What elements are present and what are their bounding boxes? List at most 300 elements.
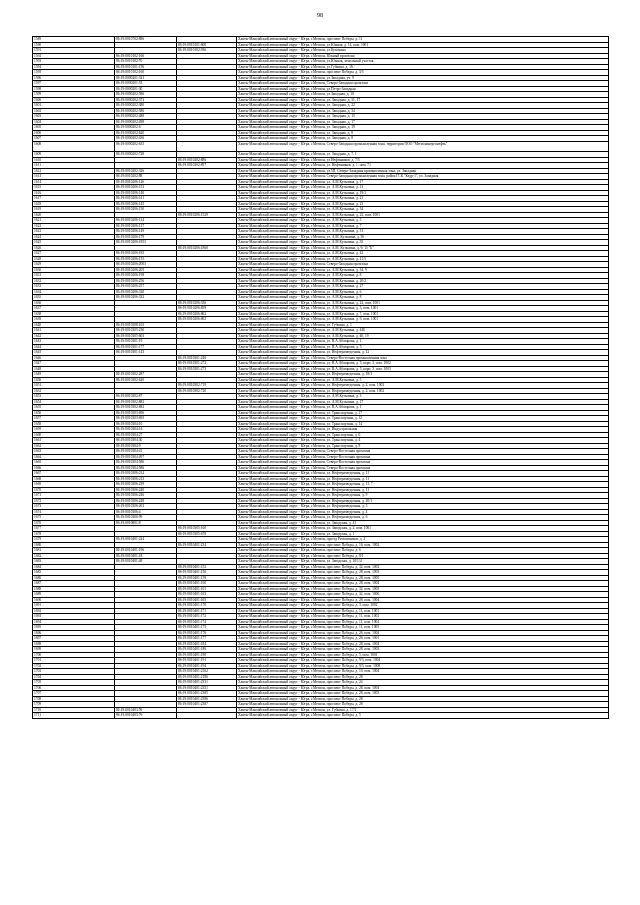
address-cell: Ханты-Мансийский автономный округ - Югра, г.Мегион, Северо-Восточная промзона	[237, 449, 609, 455]
row-number-cell: 1668	[33, 476, 115, 482]
row-number-cell: 1659	[33, 427, 115, 433]
address-cell: Ханты-Мансийский автономный округ - Югра, г.Мегион, ул. Нефтеразведочная, д. 6	[237, 515, 609, 521]
land-cadastral-number-cell: 86:19:0010301:19	[115, 339, 177, 345]
address-cell: Ханты-Мансийский автономный округ - Югра, г.Мегион, ул. Губкина, д. 1	[237, 322, 609, 328]
address-cell: Ханты-Мансийский автономный округ - Югра, г.Мегион, ул. А.М.Кузьмина, д. 24, пом. 1001	[237, 300, 609, 306]
row-number-cell: 1622	[33, 223, 115, 229]
land-cadastral-number-cell: 86:19:0010403:59	[115, 707, 177, 713]
address-cell: Ханты-Мансийский автономный округ - Югра, г.Мегион, ул. А.М.Кузьмина, д. 22, пом. 1001	[237, 212, 609, 218]
row-number-cell: 1602	[33, 108, 115, 114]
address-cell: Ханты-Мансийский автономный округ - Югра, г.Мегион, Северо-Западная промзона	[237, 81, 609, 87]
registry-body	[33, 37, 609, 719]
address-cell: Ханты-Мансийский автономный округ - Югра, г.Мегион, ул. А.М.Кузьмина, д. 3, пом. 1001	[237, 306, 609, 312]
address-cell: Ханты-Мансийский автономный округ - Югра, г.Мегион, ул.Губкина, д. 16	[237, 64, 609, 70]
address-cell: Ханты-Мансийский автономный округ - Югра, г.Мегион, ул. А.М.Кузьмина, д. 17	[237, 399, 609, 405]
registry-table	[32, 36, 609, 719]
row-number-cell: 1656	[33, 410, 115, 416]
land-cadastral-number-cell: 86:19:0010306:212	[115, 471, 177, 477]
address-cell: Ханты-Мансийский автономный округ - Югра, г.Мегион, Северо-Восточная промзона	[237, 460, 609, 466]
building-cadastral-number-cell: 86:19:0010301:272	[177, 361, 237, 367]
row-number-cell: 1704	[33, 674, 115, 680]
address-cell: Ханты-Мансийский автономный округ - Югра, г.Мегион, ул. Заводская, д. 2, пом. 1001	[237, 526, 609, 532]
address-cell: Ханты-Мансийский автономный округ - Югра, г.Мегион, ул. А.М.Кузьмина, д. 40, 19	[237, 333, 609, 339]
address-cell: Ханты-Мансийский автономный округ - Югра, г.Мегион, ул. А.М.Кузьмина, д. 23	[237, 201, 609, 207]
row-number-cell: 1641	[33, 328, 115, 334]
address-cell: Ханты-Мансийский автономный округ - Югра, г.Мегион, ул. А.М.Кузьмина, д. 34, 9	[237, 267, 609, 273]
address-cell: Ханты-Мансийский автономный округ - Югра, г.Мегион, проспект Победы, д. 28	[237, 702, 609, 708]
address-cell: Ханты-Мансийский автономный округ - Югра, г.Мегион, проезд Ремонтников, д. 2	[237, 537, 609, 543]
row-number-cell: 1610	[33, 157, 115, 163]
address-cell: Ханты-Мансийский автономный округ - Югра, г.Мегион, ул. А.М.Кузьмина, д. 3	[237, 394, 609, 400]
row-number-cell: 1644	[33, 344, 115, 350]
address-cell: Ханты-Мансийский автономный округ - Югра, г.Мегион, ул. В.А.Абазарова, д. 1	[237, 339, 609, 345]
address-cell: Ханты-Мансийский автономный округ - Югра, г.Мегион, проспект Победы, д. 5	[237, 713, 609, 719]
row-number-cell: 1590	[33, 42, 115, 48]
row-number-cell: 1648	[33, 366, 115, 372]
address-cell: Ханты-Мансийский автономный округ - Югра, г.Мегион, ул. Нефтеразведочная, д. 11	[237, 476, 609, 482]
building-cadastral-number-cell: 86:19:0010206:1529	[177, 212, 237, 218]
land-cadastral-number-cell: 86:19:0010306:263	[115, 504, 177, 510]
row-number-cell: 1688	[33, 586, 115, 592]
land-cadastral-number-cell: 86:19:0010206:1853	[115, 240, 177, 246]
row-number-cell: 1612	[33, 168, 115, 174]
address-cell: Ханты-Мансийский автономный округ - Югра, г.Мегион, ул. Транспортная, д. 14	[237, 421, 609, 427]
land-cadastral-number-cell: 86:19:0000201:321	[115, 75, 177, 81]
address-cell: Ханты-Мансийский автономный округ - Югра, г.Мегион, ул. Нефтеразведочная, д. 18/1	[237, 372, 609, 378]
address-cell: Ханты-Мансийский автономный округ - Югра, г.Мегион, ул. Западная, д. 8	[237, 136, 609, 142]
row-number-cell: 1598	[33, 86, 115, 92]
row-number-cell: 1670	[33, 487, 115, 493]
row-number-cell: 1599	[33, 92, 115, 98]
row-number-cell: 1606	[33, 130, 115, 136]
address-cell: Ханты-Мансийский автономный округ - Югра, г.Мегион, ул. Транспортная, д. 17	[237, 410, 609, 416]
land-cadastral-number-cell: 86:19:0010403:76	[115, 713, 177, 719]
address-cell: Ханты-Мансийский автономный округ - Югра, г.Мегион, проспект Победы, д. 28	[237, 696, 609, 702]
land-cadastral-number-cell: 86:19:0010304:497	[115, 454, 177, 460]
building-cadastral-number-cell: 86:19:0010401:156	[177, 570, 237, 576]
row-number-cell: 1673	[33, 504, 115, 510]
address-cell: Ханты-Мансийский автономный округ - Югра, г.Мегион, проспект Победы, д. 26, пом. 1001	[237, 636, 609, 642]
row-number-cell: 1619	[33, 207, 115, 213]
row-number-cell: 1650	[33, 377, 115, 383]
land-cadastral-number-cell: 86:19:0010206:185	[115, 251, 177, 257]
address-cell: Ханты-Мансийский автономный округ - Югра, г.Мегион, ул. А.М.Кузьмина, д. 31	[237, 229, 609, 235]
address-cell: Ханты-Мансийский автономный округ - Югра, г.Мегион, ул. Транспортная, д. 6	[237, 432, 609, 438]
building-cadastral-number-cell: 86:19:0010401:186	[177, 647, 237, 653]
row-number-cell: 1662	[33, 443, 115, 449]
building-cadastral-number-cell: 86:19:0010302:719	[177, 383, 237, 389]
address-cell: Ханты-Мансийский автономный округ - Югра, г.Мегион, ул. Нефтеразведочная, д. 11	[237, 471, 609, 477]
row-number-cell: 1657	[33, 416, 115, 422]
row-number-cell: 1697	[33, 636, 115, 642]
row-number-cell: 1642	[33, 333, 115, 339]
row-number-cell: 1666	[33, 465, 115, 471]
building-cadastral-number-cell: 86:19:0010401:177	[177, 636, 237, 642]
address-cell: Ханты-Мансийский автономный округ - Югра, г.Мегион, ул. А.М.Кузьмина, д. 20/2	[237, 278, 609, 284]
row-number-cell: 1658	[33, 421, 115, 427]
building-cadastral-number-cell: 86:19:0010401:175	[177, 625, 237, 631]
address-cell: Ханты-Мансийский автономный округ - Югра, г.Мегион, ул. Нефтеразведочная, д. 9	[237, 493, 609, 499]
land-cadastral-number-cell: 86:19:0010206:332	[115, 295, 177, 301]
land-cadastral-number-cell: 86:19:0010206:145	[115, 201, 177, 207]
land-cadastral-number-cell: 86:19:0010206:257	[115, 284, 177, 290]
building-cadastral-number-cell: 86:19:0010401:152	[177, 564, 237, 570]
row-number-cell: 1591	[33, 48, 115, 54]
address-cell: Ханты-Мансийский автономный округ - Югра, г.Мегион, ул. А.М.Кузьмина, д. 42	[237, 251, 609, 257]
page-number: 98	[317, 13, 323, 19]
land-cadastral-number-cell: 86:19:0010401:18	[115, 553, 177, 559]
row-number-cell: 1708	[33, 696, 115, 702]
row-number-cell: 1710	[33, 707, 115, 713]
address-cell: Ханты-Мансийский автономный округ - Югра, г.Мегион, Северо-Западная промышленная зона, территория ООО "Мегионэнергонефть"	[237, 141, 609, 152]
building-cadastral-number-cell: 86:19:0010301:246	[177, 355, 237, 361]
address-cell: Ханты-Мансийский автономный округ - Югра, г.Мегион, проспект Победы, д. 11	[237, 37, 609, 43]
row-number-cell: 1633	[33, 284, 115, 290]
address-cell: Ханты-Мансийский автономный округ - Югра, г.Мегион, ул.Южная, земельный участок	[237, 59, 609, 65]
address-cell: Ханты-Мансийский автономный округ - Югра, г.Мегион, проспект Победы, д. 28, пом. 1004	[237, 581, 609, 587]
building-cadastral-number-cell: 86:19:0010401:172	[177, 614, 237, 620]
address-cell: Ханты-Мансийский автономный округ - Югра, г.Мегион, ул. А.М.Кузьмина, д. 17	[237, 179, 609, 185]
row-number-cell: 1597	[33, 81, 115, 87]
address-cell: Ханты-Мансийский автономный округ - Югра, г.Мегион, Северо-Западная промзона	[237, 262, 609, 268]
row-number-cell: 1663	[33, 449, 115, 455]
address-cell: Ханты-Мансийский автономный округ - Югра, г.Мегион, проспект Победы, д. 28, пом. 1003	[237, 570, 609, 576]
row-number-cell: 1709	[33, 702, 115, 708]
row-number-cell: 1638	[33, 311, 115, 317]
row-number-cell: 1677	[33, 526, 115, 532]
land-cadastral-number-cell: 86:19:0000201:53	[115, 81, 177, 87]
land-cadastral-number-cell: 86:19:0010308:165	[115, 322, 177, 328]
building-cadastral-number-cell: 86:19:0010206:1860	[177, 245, 237, 251]
address-cell: Ханты-Мансийский автономный округ - Югра, г.Мегион, проспект Победы, д. 28, пом. 1005	[237, 575, 609, 581]
land-cadastral-number-cell: 86:19:0010206:2003	[115, 262, 177, 268]
address-cell: Ханты-Мансийский автономный округ - Югра, г.Мегион, ул.Западная, уч. 9	[237, 75, 609, 81]
land-cadastral-number-cell: 86:19:0010401:196	[115, 548, 177, 554]
land-cadastral-number-cell: 86:19:0000202:635	[115, 141, 177, 152]
row-number-cell: 1624	[33, 234, 115, 240]
row-number-cell: 1601	[33, 103, 115, 109]
row-number-cell: 1635	[33, 295, 115, 301]
address-cell: Ханты-Мансийский автономный округ - Югра, г.Мегион, ул. А.М.Кузьмина, д. 5	[237, 218, 609, 224]
land-cadastral-number-cell: 86:19:0000202:586	[115, 108, 177, 114]
address-cell: Ханты-Мансийский автономный округ - Югра, г.Мегион, ул. Индустриальная	[237, 427, 609, 433]
land-cadastral-number-cell: 86:19:0010303:695	[115, 416, 177, 422]
address-cell: Ханты-Мансийский автономный округ - Югра, г.Мегион, ул. Заводская, д. 10/1/4	[237, 559, 609, 565]
address-cell: Ханты-Мансийский автономный округ - Югра, г.Мегион, ул. Нефтеразведочная, д. 2, пом. 1003	[237, 383, 609, 389]
row-number-cell: 1706	[33, 685, 115, 691]
building-cadastral-number-cell: 86:19:0010102:936	[177, 48, 237, 54]
address-cell: Ханты-Мансийский автономный округ - Югра, г.Мегион, ул. Заводская, д. 1	[237, 531, 609, 537]
land-cadastral-number-cell: 86:19:0000202:6	[115, 125, 177, 131]
land-cadastral-number-cell: 86:19:0010206:198	[115, 273, 177, 279]
row-number-cell: 1705	[33, 680, 115, 686]
building-cadastral-number-cell: 86:19:0010401:2351	[177, 685, 237, 691]
row-number-cell: 1703	[33, 669, 115, 675]
address-cell: Ханты-Мансийский автономный округ - Югра, г.Мегион, ул. Заводская, д. 41	[237, 520, 609, 526]
row-number-cell: 1681	[33, 548, 115, 554]
row-number-cell: 1700	[33, 652, 115, 658]
row-number-cell: 1636	[33, 300, 115, 306]
land-cadastral-number-cell: 86:19:0010304:27	[115, 432, 177, 438]
address-cell: Ханты-Мансийский автономный округ - Югра, г.Мегион, ул. А.М.Кузьмина, д. 6	[237, 289, 609, 295]
row-number-cell: 1664	[33, 454, 115, 460]
row-number-cell: 1629	[33, 262, 115, 268]
row-number-cell: 1667	[33, 471, 115, 477]
land-cadastral-number-cell: 86:19:0010306:213	[115, 476, 177, 482]
address-cell: Ханты-Мансийский автономный округ - Югра, г.Мегион, ул. А.М.Кузьмина, д. 7	[237, 223, 609, 229]
address-cell: Ханты-Мансийский автономный округ - Югра, г.Мегион, ул.Петро-Западная	[237, 86, 609, 92]
row-number-cell: 1651	[33, 383, 115, 389]
address-cell: Ханты-Мансийский автономный округ - Югра, г.Мегион, ул. В.А.Абазарова, д. 1	[237, 405, 609, 411]
address-cell: Ханты-Мансийский автономный округ - Югра, г.Мегион, Северо-Западная промышленная зона, район ГСК "Кедр-1", ул. Западная	[237, 174, 609, 180]
row-number-cell: 1603	[33, 114, 115, 120]
land-cadastral-number-cell: 86:19:0010202:88	[115, 174, 177, 180]
land-cadastral-number-cell: 86:19:0010304:41	[115, 449, 177, 455]
row-number-cell: 1691	[33, 603, 115, 609]
address-cell: Ханты-Мансийский автономный округ - Югра, г.Мегион, проспект Победы, д. 32, пом. 1003	[237, 586, 609, 592]
row-number-cell: 1695	[33, 625, 115, 631]
land-cadastral-number-cell: 86:19:0010206:134	[115, 218, 177, 224]
land-cadastral-number-cell: 86:19:0000202:498	[115, 119, 177, 125]
land-cadastral-number-cell: 86:19:0010202:326	[115, 168, 177, 174]
building-cadastral-number-cell: 86:19:0010401:174	[177, 619, 237, 625]
land-cadastral-number-cell: 86:19:0010301:143	[115, 350, 177, 356]
address-cell: Ханты-Мансийский автономный округ - Югра, г.Мегион, ул. А.М.Кузьмина, д. 9, пом. 1001	[237, 317, 609, 323]
row-number-cell: 1607	[33, 136, 115, 142]
table-row	[33, 713, 609, 719]
row-number-cell: 1628	[33, 256, 115, 262]
land-cadastral-number-cell: 86:19:0010302:87	[115, 394, 177, 400]
building-cadastral-number-cell: 86:19:0010401:165	[177, 597, 237, 603]
row-number-cell: 1698	[33, 641, 115, 647]
address-cell: Ханты-Мансийский автономный округ - Югра, г.Мегион, ул. Транспортная, д. 4	[237, 438, 609, 444]
address-cell: Ханты-Мансийский автономный округ - Югра, г.Мегион, проспект Победы, д. 11, пом. 1005	[237, 625, 609, 631]
address-cell: Ханты-Мансийский автономный округ - Югра, г.Мегион, Северо-Восточная промзона	[237, 454, 609, 460]
address-cell: Ханты-Мансийский автономный округ - Югра, г.Мегион, ул. А.М.Кузьмина, д. 44Б	[237, 328, 609, 334]
row-number-cell: 1653	[33, 394, 115, 400]
building-cadastral-number-cell: 86:19:0010401:170	[177, 603, 237, 609]
land-cadastral-number-cell: 86:19:0010206:137	[115, 223, 177, 229]
row-number-cell: 1592	[33, 53, 115, 59]
building-cadastral-number-cell: 86:19:0010206:859	[177, 306, 237, 312]
address-cell: Ханты-Мансийский автономный округ - Югра, г.Мегион, ул. А.М.Кузьмина, д. 8	[237, 273, 609, 279]
address-cell: Ханты-Мансийский автономный округ - Югра, г.Мегион, ул. А.М.Кузьмина, д. 21	[237, 196, 609, 202]
address-cell: Ханты-Мансийский автономный округ - Югра, г.Мегион, ул. Западная, д. 15	[237, 114, 609, 120]
row-number-cell: 1609	[33, 152, 115, 158]
land-cadastral-number-cell: 86:19:0000202:488	[115, 114, 177, 120]
address-cell: Ханты-Мансийский автономный округ - Югра, г.Мегион, ул. А.М. Кузьмина, д. 56	[237, 234, 609, 240]
row-number-cell: 1596	[33, 75, 115, 81]
row-number-cell: 1625	[33, 240, 115, 246]
land-cadastral-number-cell: 86:19:0010302:882	[115, 399, 177, 405]
row-number-cell: 1613	[33, 174, 115, 180]
land-cadastral-number-cell: 86:19:0010301:177	[115, 344, 177, 350]
address-cell: Ханты-Мансийский автономный округ - Югра, г.Мегион, проспект Победы, д. 28, пом. 1002	[237, 641, 609, 647]
building-cadastral-number-cell: 86:19:0010401:2387	[177, 702, 237, 708]
address-cell: Ханты-Мансийский автономный округ - Югра, г.Мегион, ул. Западная, д. 17	[237, 119, 609, 125]
address-cell: Ханты-Мансийский автономный округ - Югра, г.Мегион, ул. А.М.Кузьмина, д. 7, пом. 1001	[237, 311, 609, 317]
address-cell: Ханты-Мансийский автономный округ - Югра, г.Мегион, проспект Победы, д. 11, пом. 1004	[237, 619, 609, 625]
building-cadastral-number-cell: 86:19:0010305:160	[177, 526, 237, 532]
row-number-cell: 1678	[33, 531, 115, 537]
row-number-cell: 1627	[33, 251, 115, 257]
row-number-cell: 1693	[33, 614, 115, 620]
land-cadastral-number-cell: 86:19:0000202:728	[115, 152, 177, 158]
building-cadastral-number-cell: 86:19:0010401:184	[177, 641, 237, 647]
address-cell: Ханты-Мансийский автономный округ - Югра, г.Мегион, проспект Победы, д. 26, пом. 1004	[237, 630, 609, 636]
address-cell: Ханты-Мансийский автономный округ - Югра, г.Мегион, проспект Победы, д. 28, пом. 1004	[237, 597, 609, 603]
land-cadastral-number-cell: 86:19:0010101:156	[115, 64, 177, 70]
land-cadastral-number-cell: 86:19:0000202:373	[115, 97, 177, 103]
address-cell: Ханты-Мансийский автономный округ - Югра, г.Мегион, ул. Западная, д. 34	[237, 108, 609, 114]
land-cadastral-number-cell: 86:19:0010306:240	[115, 487, 177, 493]
address-cell: Ханты-Мансийский автономный округ - Югра, г.Мегион, ул. Нефтяников, д. 1, пом. 71	[237, 163, 609, 169]
address-cell: Ханты-Мансийский автономный округ - Югра, г.Мегион, ул.5П, Северо-Западная промышленная зона, ул. Западная	[237, 168, 609, 174]
address-cell: Ханты-Мансийский автономный округ - Югра, г.Мегион, ул.Нефтяников, д. 7/5	[237, 157, 609, 163]
land-cadastral-number-cell: 86:19:0010206:153	[115, 185, 177, 191]
row-number-cell: 1655	[33, 405, 115, 411]
row-number-cell: 1660	[33, 432, 115, 438]
row-number-cell: 1626	[33, 245, 115, 251]
building-cadastral-number-cell	[177, 713, 237, 719]
land-cadastral-number-cell: 86:19:0010306:248	[115, 498, 177, 504]
land-cadastral-number-cell: 86:19:0010206:126	[115, 179, 177, 185]
address-cell: Ханты-Мансийский автономный округ - Югра, г.Мегион, ул. Западная, д. 8	[237, 130, 609, 136]
address-cell: Ханты-Мансийский автономный округ - Югра, г.Мегион, ул. Западная, д. 22	[237, 103, 609, 109]
land-cadastral-number-cell: 86:19:0010302:620	[115, 377, 177, 383]
address-cell: Ханты-Мансийский автономный округ - Югра, г.Мегион, ул. Западная, д. 7, 1	[237, 152, 609, 158]
building-cadastral-number-cell: 86:19:0010301:273	[177, 366, 237, 372]
building-cadastral-number-cell: 86:19:0010401:191	[177, 658, 237, 664]
address-cell: Ханты-Мансийский автономный округ - Югра, г.Мегион, ул. Нефтеразведочная, д. 20/1	[237, 498, 609, 504]
land-cadastral-number-cell: 86:19:0010206:140	[115, 190, 177, 196]
address-cell: Ханты-Мансийский автономный округ - Югра, г.Мегион, ул. Нефтеразведочная, д. 11, 7	[237, 482, 609, 488]
row-number-cell: 1620	[33, 212, 115, 218]
row-number-cell: 1649	[33, 372, 115, 378]
row-number-cell: 1682	[33, 553, 115, 559]
land-cadastral-number-cell: 86:19:0010206:330	[115, 289, 177, 295]
land-cadastral-number-cell: 86:19:0010304:586	[115, 460, 177, 466]
land-cadastral-number-cell: 86:19:0000202:436	[115, 136, 177, 142]
address-cell: Ханты-Мансийский автономный округ - Югра, г.Мегион, проспект Победы, д. 8/1	[237, 553, 609, 559]
address-cell: Ханты-Мансийский автономный округ - Югра, г.Мегион, проспект Победы, д. 6	[237, 548, 609, 554]
row-number-cell: 1637	[33, 306, 115, 312]
land-cadastral-number-cell: 86:19:0010305:603	[115, 333, 177, 339]
row-number-cell: 1605	[33, 125, 115, 131]
address-cell: Ханты-Мансийский автономный округ - Югра, г.Мегион, ул.Западная, д. 18	[237, 92, 609, 98]
building-cadastral-number-cell: 86:19:0010401:194	[177, 663, 237, 669]
land-cadastral-number-cell: 86:19:0010304:30	[115, 438, 177, 444]
address-cell: Ханты-Мансийский автономный округ - Югра, г.Мегион, ул.Кузьмина	[237, 48, 609, 54]
address-cell: Ханты-Мансийский автономный округ - Югра, г.Мегион, проспект Победы, д. 3, пом. 1002	[237, 603, 609, 609]
address-cell: Ханты-Мансийский автономный округ - Югра, г.Мегион, проспект Победы, д. 28	[237, 674, 609, 680]
land-cadastral-number-cell: 86:19:0010304:586	[115, 465, 177, 471]
address-cell: Ханты-Мансийский автономный округ - Югра, г.Мегион, ул. Нефтеразведочная, д. 2, пом. 1002	[237, 388, 609, 394]
address-cell: Ханты-Мансийский автономный округ - Югра, г.Мегион, ул. В.А.Абазарова, д. 5	[237, 344, 609, 350]
row-number-cell: 1654	[33, 399, 115, 405]
row-number-cell: 1692	[33, 608, 115, 614]
row-number-cell: 1630	[33, 267, 115, 273]
row-number-cell: 1595	[33, 70, 115, 76]
land-cadastral-number-cell: 86:19:0010206:179	[115, 234, 177, 240]
land-cadastral-number-cell: 86:19:0010401:48	[115, 559, 177, 565]
address-cell: Ханты-Мансийский автономный округ - Югра, г.Мегион, Южный промзона	[237, 53, 609, 59]
row-number-cell: 1707	[33, 691, 115, 697]
address-cell: Ханты-Мансийский автономный округ - Югра, г.Мегион, проспект Победы, д. 5, пом. 1001	[237, 652, 609, 658]
address-cell: Ханты-Мансийский автономный округ - Югра, г.Мегион, ул. А.М. Кузьмина, д. 9/ 15 "Б"	[237, 245, 609, 251]
building-cadastral-number-cell: 86:19:0010401:160	[177, 581, 237, 587]
land-cadastral-number-cell: 86:19:0000202:586	[115, 92, 177, 98]
row-number-cell: 1661	[33, 438, 115, 444]
building-cadastral-number-cell: 86:19:0010401:2385	[177, 691, 237, 697]
address-cell: Ханты-Мансийский автономный округ - Югра, г.Мегион, ул. Западная, д. 19	[237, 125, 609, 131]
row-number-cell: 1618	[33, 201, 115, 207]
building-cadastral-number-cell: 86:19:0010305:678	[177, 531, 237, 537]
land-cadastral-number-cell: 86:19:0000202:620	[115, 130, 177, 136]
address-cell: Ханты-Мансийский автономный округ - Югра, г.Мегион, проспект Победы, д. 9/3, пом. 1004	[237, 658, 609, 664]
address-cell: Ханты-Мансийский автономный округ - Югра, г.Мегион, проспект Победы, д. 10, пом. 1004	[237, 669, 609, 675]
address-cell: Ханты-Мансийский автономный округ - Югра, г.Мегион, ул. Транспортная, д. 8	[237, 443, 609, 449]
row-number-cell: 1647	[33, 361, 115, 367]
address-cell: Ханты-Мансийский автономный округ - Югра, г.Мегион, Северо-Восточная промышленная зона	[237, 355, 609, 361]
row-number-cell: 1639	[33, 317, 115, 323]
row-number-cell: 1616	[33, 190, 115, 196]
land-cadastral-number-cell: 86:19:0010302:287	[115, 372, 177, 378]
address-cell: Ханты-Мансийский автономный округ - Югра, г.Мегион, проспект Победы, д. 11, пом. 1001	[237, 608, 609, 614]
address-cell: Ханты-Мансийский автономный округ - Югра, г.Мегион, ул. А.М.Кузьмина, д. 19/1	[237, 190, 609, 196]
address-cell: Ханты-Мансийский автономный округ - Югра, г.Мегион, проспект Победы, д. 11, пом. 1002	[237, 614, 609, 620]
row-number-cell: 1652	[33, 388, 115, 394]
address-cell: Ханты-Мансийский автономный округ - Югра, г.Мегион, проспект Победы, д. 9/3, пом. 1008	[237, 663, 609, 669]
land-cadastral-number-cell: 86:19:0010304:14	[115, 427, 177, 433]
address-cell: Ханты-Мансийский автономный округ - Югра, г.Мегион, ул. А.М.Кузьмина, д. 41/5	[237, 256, 609, 262]
address-cell: Ханты-Мансийский автономный округ - Югра, г.Мегион, ул. Нефтеразведочная, д. 12	[237, 350, 609, 356]
building-cadastral-number-cell: 86:19:0010401:2162	[177, 669, 237, 675]
row-number-cell: 1690	[33, 597, 115, 603]
row-number-cell: 1608	[33, 141, 115, 152]
row-number-cell: 1669	[33, 482, 115, 488]
address-cell: Ханты-Мансийский автономный округ - Югра, г.Мегион, ул. А.М.Кузьмина, д. 13	[237, 185, 609, 191]
row-number-cell: 1589	[33, 37, 115, 43]
address-cell: Ханты-Мансийский автономный округ - Югра, г.Мегион, ул. В.А.Абазарова, д. 5, корп. 3, пом. 1002	[237, 361, 609, 367]
land-cadastral-number-cell: 86:19:0010102:70	[115, 59, 177, 65]
land-cadastral-number-cell: 86:19:0010306:246	[115, 493, 177, 499]
land-cadastral-number-cell: 86:19:0010206:141	[115, 196, 177, 202]
row-number-cell: 1621	[33, 218, 115, 224]
land-cadastral-number-cell: 86:19:0010206:149	[115, 229, 177, 235]
land-cadastral-number-cell: 86:19:0010801:8	[115, 520, 177, 526]
row-number-cell: 1634	[33, 289, 115, 295]
land-cadastral-number-cell: 86:19:0010306:4	[115, 509, 177, 515]
row-number-cell: 1671	[33, 493, 115, 499]
land-cadastral-number-cell: 86:19:0010306:99	[115, 515, 177, 521]
building-cadastral-number-cell: 86:19:0010401:159	[177, 575, 237, 581]
building-cadastral-number-cell: 86:19:0010401:161	[177, 586, 237, 592]
building-cadastral-number-cell: 86:19:0010401:2186	[177, 674, 237, 680]
table-row	[33, 141, 609, 152]
row-number-cell: 1684	[33, 564, 115, 570]
land-cadastral-number-cell: 86:19:0010206:256	[115, 278, 177, 284]
address-cell: Ханты-Мансийский автономный округ - Югра, г.Мегион, ул. Нефтеразведочная, д. 11	[237, 487, 609, 493]
address-cell: Ханты-Мансийский автономный округ - Югра, г.Мегион, ул. А.М.Кузьмина, д. 8	[237, 295, 609, 301]
building-cadastral-number-cell: 86:19:0010206:336	[177, 300, 237, 306]
row-number-cell: 1631	[33, 273, 115, 279]
land-cadastral-number-cell: 86:19:0000202:380	[115, 103, 177, 109]
row-number-cell: 1694	[33, 619, 115, 625]
address-cell: Ханты-Мансийский автономный округ - Югра, г.Мегион, ул. Транспортная, д. 12	[237, 416, 609, 422]
address-cell: Ханты-Мансийский автономный округ - Югра, г.Мегион, проспект Победы, д. 16, пом. 1002	[237, 542, 609, 548]
land-cadastral-number-cell: 86:19:0010206:205	[115, 267, 177, 273]
